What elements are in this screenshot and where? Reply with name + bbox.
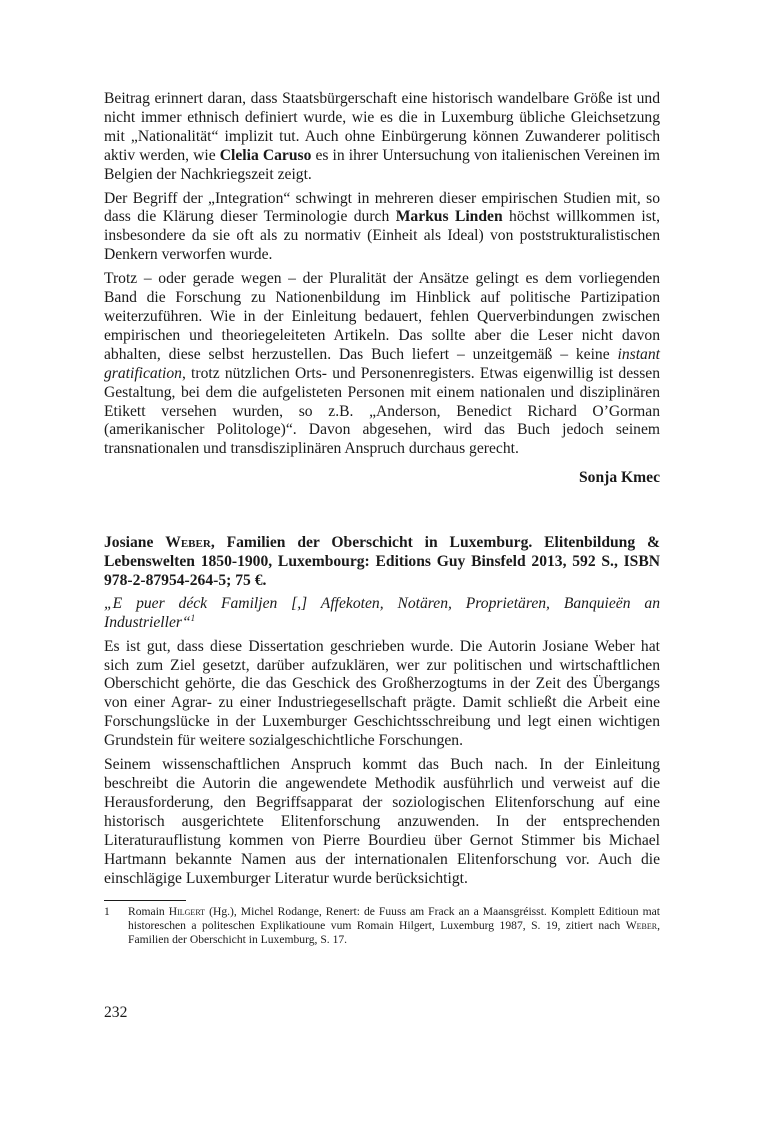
review-heading: Josiane Weber, Familien der Oberschicht in Luxemburg. Elitenbildung & Lebenswelten 1850-1900, Luxembourg: Editions Guy Binsfeld 2013, 592 S., ISBN 978-2-87954-264-5; 75 €. [104,534,660,589]
review-signature: Sonja Kmec [579,469,660,487]
footnote-number: 1 [104,905,110,919]
paragraph-5: Seinem wissenschaftlichen Anspruch kommt das Buch nach. In der Einleitung beschreibt die Autorin die angewendete Methodik ausführlich und verweist auf die Herausforderung, den Begriffsapparat der soziologischen Elitenforschung auf eine historisch ausgerichtete Elitenforschung anzuwenden. In der entsprechenden Literaturauflistung kommen von Pierre Bourdieu über Gernot Stimmer bis Michael Hartmann bekannte Namen aus der internationalen Elitenforschung vor. Auch die einschlägige Luxemburger Literatur wurde berücksichtigt. [104,756,660,887]
footnote [104,905,660,947]
italic-phrase: instant gratification [104,345,660,382]
paragraph-1: Beitrag erinnert daran, dass Staatsbürgerschaft eine historisch wandelbare Größe ist und nicht immer ethnisch definiert wurde, wie es die in Luxemburg übliche Gleichsetzung mit „Nationalität“ implizit tut. Auch ohne Einbürgerung können Zuwanderer politisch aktiv werden, wie Clelia Caruso es in ihrer Untersuchung von italienischen Vereinen im Belgien der Nachkriegszeit zeigt. [104,90,660,183]
paragraph-4: Es ist gut, dass diese Dissertation geschrieben wurde. Die Autorin Josiane Weber hat sich zum Ziel gesetzt, darüber aufzuklären, wer zur politischen und wirtschaftlichen Oberschicht gehörte, die das Geschick des Großherzogtums in der Zeit des Übergangs von einer Agrar- zu einer Industriegesellschaft prägte. Damit schließt die Arbeit eine Forschungslücke in der Luxemburger Geschichtsschreibung und legt einen wichtigen Grundstein für weitere sozialgeschichtliche Forschungen. [104,637,660,750]
author-surname: Weber [165,534,211,552]
page-body [104,90,660,947]
author-name-caruso: Clelia Caruso [219,146,312,164]
epigraph-quote: „E puer déck Familjen [,] Affekoten, Notären, Proprietären, Banquieën an Industrieller“$^1$ [104,594,660,631]
author-name-linden: Markus Linden [395,208,503,226]
paragraph-2: Der Begriff der „Integration“ schwingt in mehreren dieser empirischen Studien mit, so dass die Klärung dieser Terminologie durch Markus Linden höchst willkommen ist, insbesondere da sie oft als zu normativ (Einheit als Ideal) von poststrukturalistischen Denkern verworfen wurde. [104,189,661,264]
paragraph-3: Trotz – oder gerade wegen – der Pluralität der Ansätze gelingt es dem vorliegenden Band die Forschung zu Nationenbildung im Hinblick auf politische Partizipation weiterzuführen. Wie in der Einleitung bedauert, fehlen Querverbindungen zwischen empirischen und theoriegeleiteten Artikeln. Das sollte aber die Leser nicht davon abhalten, diese selbst herzustellen. Das Buch liefert – unzeitgemäß – keine instant gratification, trotz nützlichen Orts- und Personenregisters. Etwas eigenwillig ist dessen Gestaltung, bei dem die aufgelisteten Personen mit einem nationalen und disziplinären Etikett versehen wurden, so z.B. „Anderson, Benedict Richard O’Gorman (amerikanischer Politologe)“. Davon abgesehen, wird das Buch jedoch seinem transnationalen und transdisziplinären Anspruch durchaus gerecht. [104,270,660,458]
footnote-divider [104,900,186,901]
footnote-marker[interactable]: 1 [190,612,196,623]
footnote-text: Romain Hilgert (Hg.), Michel Rodange, Renert: de Fuuss am Frack an a Maansgréisst. Komplett Editioun mat historeschen a politeschen Explikatioune vum Romain Hilgert, Luxemburg 1987, S. 19, zitiert nach Weber, Familien der Oberschicht in Luxemburg, S. 17. [128,905,660,947]
page-number: 232 [104,1004,128,1021]
